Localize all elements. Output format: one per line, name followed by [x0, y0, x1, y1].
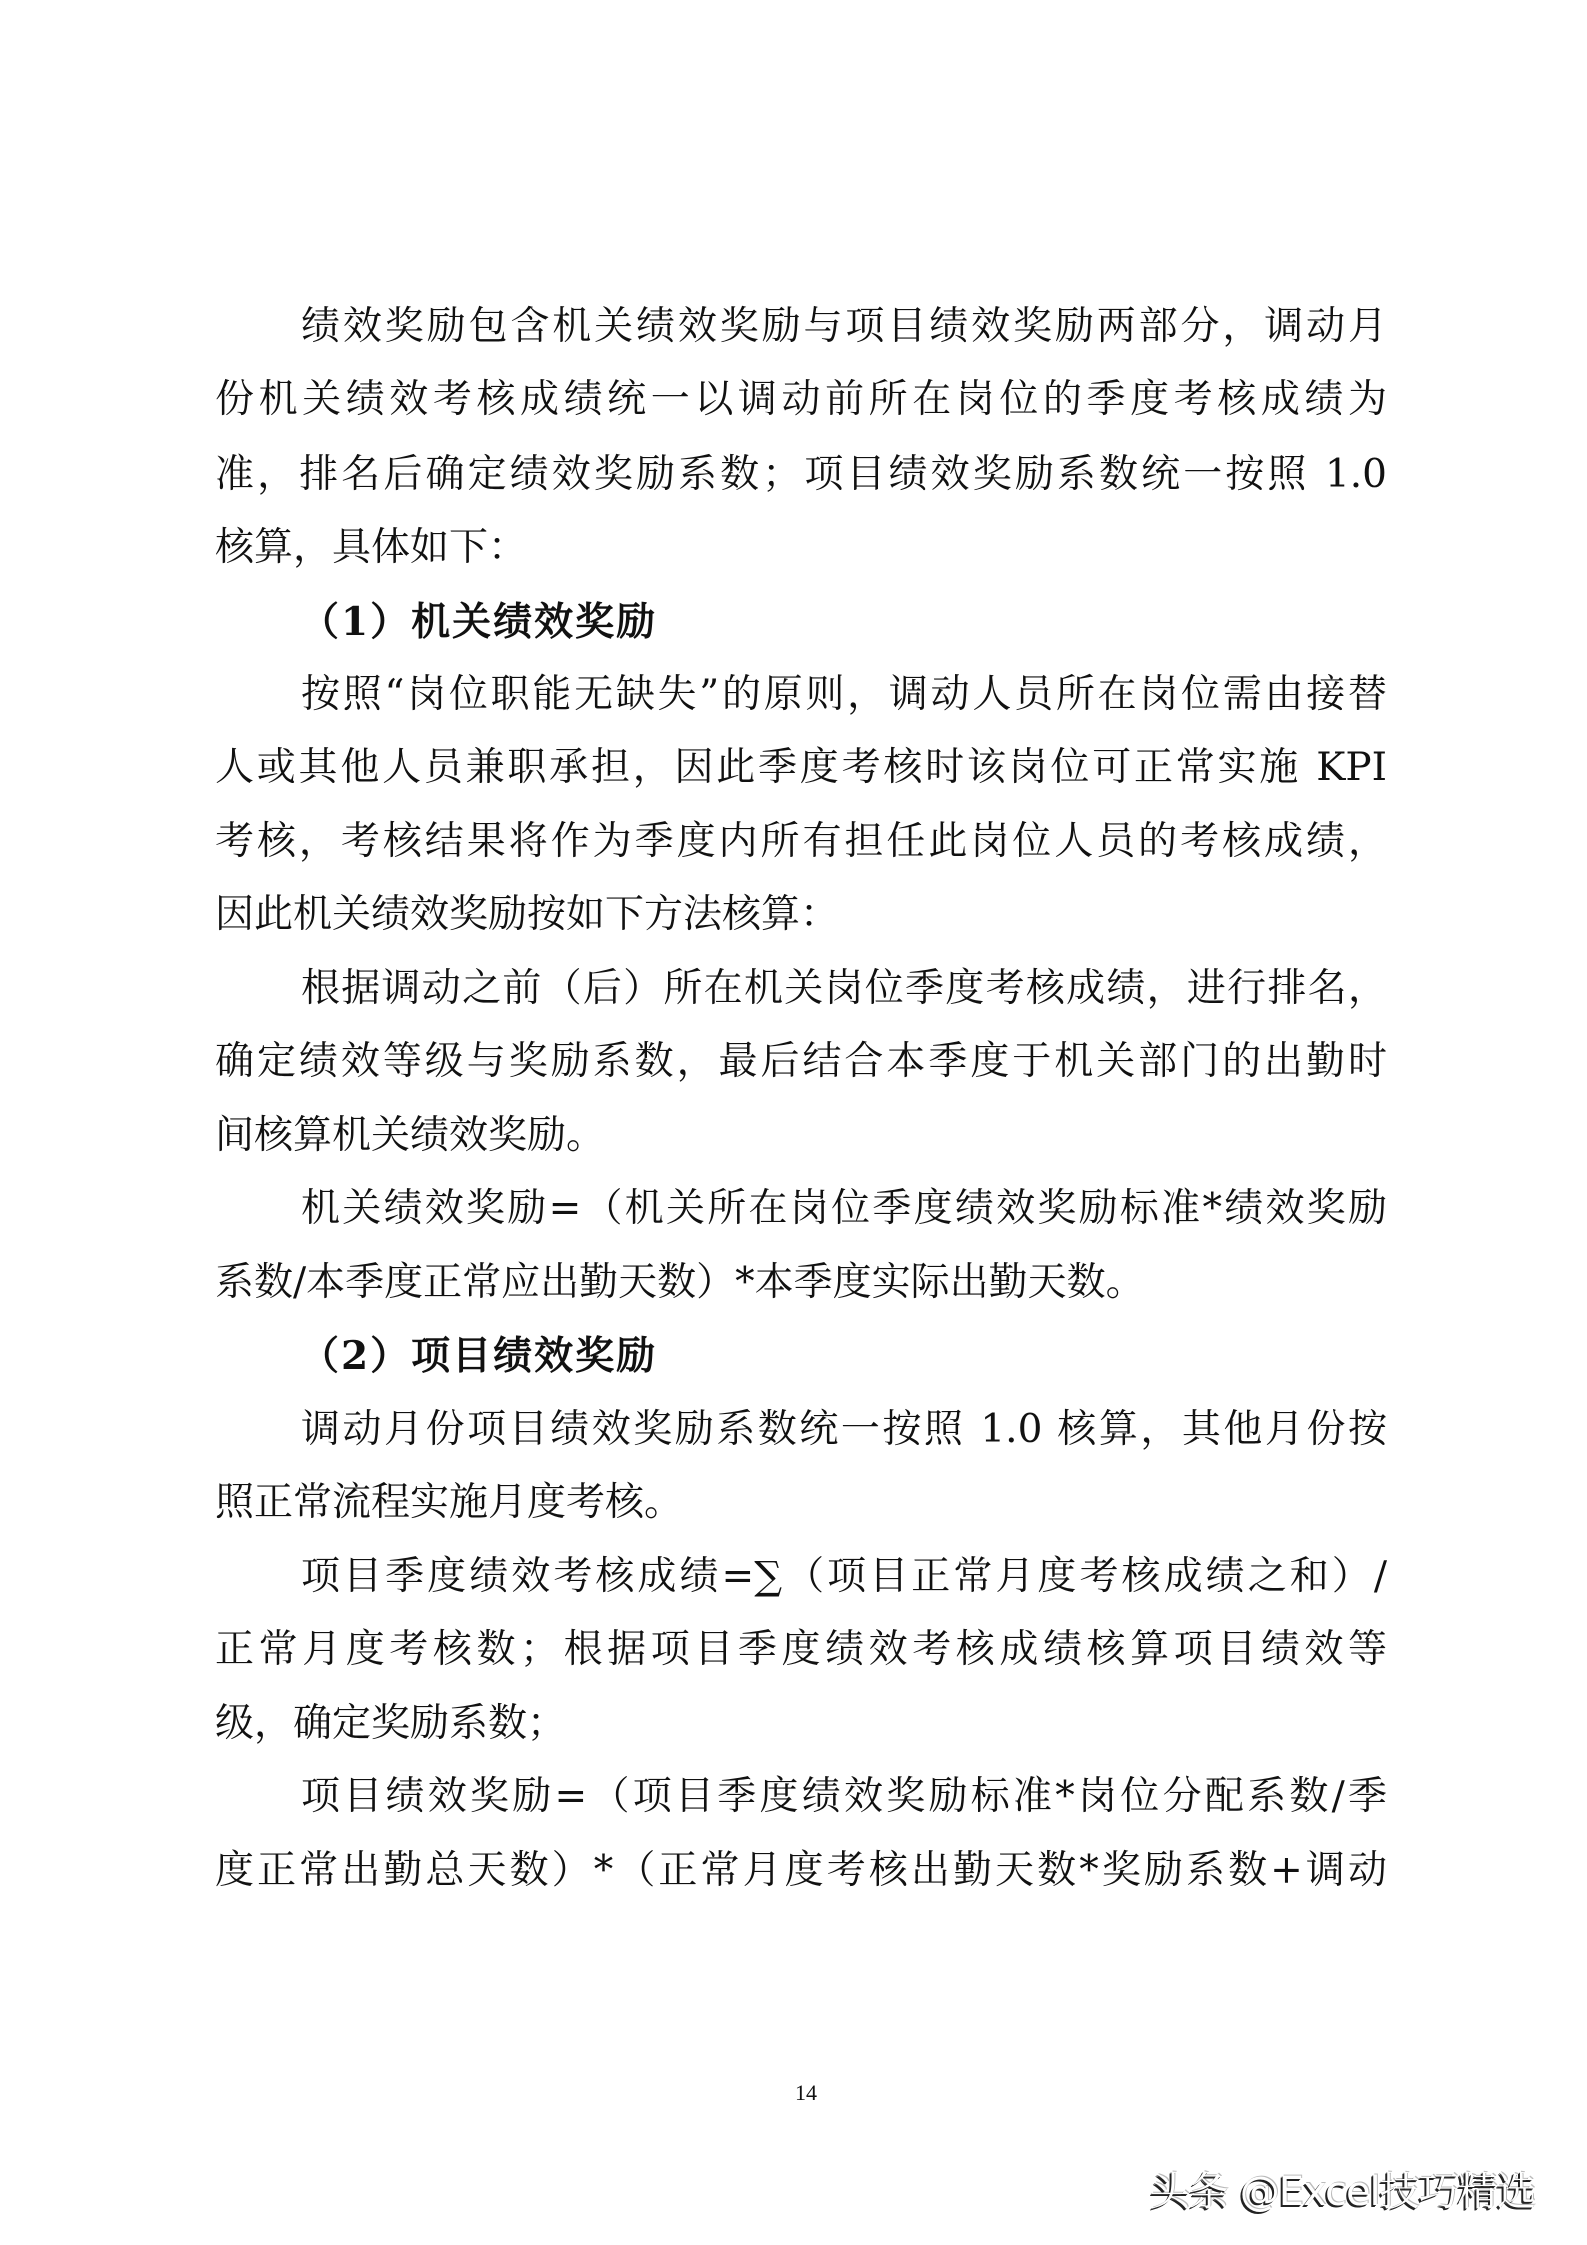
paragraph-project-line-2: 照正常流程实施月度考核。	[215, 1480, 684, 1525]
paragraph-principle-line-3: 考核，考核结果将作为季度内所有担任此岗位人员的考核成绩，	[215, 819, 1387, 864]
formula-office-bonus-line-2: 系数/本季度正常应出勤天数）*本季度实际出勤天数。	[215, 1260, 1145, 1305]
paragraph-principle-line-2: 人或其他人员兼职承担，因此季度考核时该岗位可正常实施 KPI	[215, 745, 1387, 790]
watermark-text: 头条 @Excel技巧精选	[1150, 2169, 1536, 2215]
formula-office-bonus-line-1: 机关绩效奖励=（机关所在岗位季度绩效奖励标准*绩效奖励	[301, 1186, 1387, 1231]
page-number: 14	[795, 2080, 817, 2105]
paragraph-principle-line-4: 因此机关绩效奖励按如下方法核算：	[215, 892, 840, 937]
formula-project-bonus-line-1: 项目绩效奖励=（项目季度绩效奖励标准*岗位分配系数/季	[301, 1774, 1387, 1819]
paragraph-project-line-1: 调动月份项目绩效奖励系数统一按照 1.0 核算，其他月份按	[301, 1407, 1387, 1452]
paragraph-principle-line-1: 按照“岗位职能无缺失”的原则，调动人员所在岗位需由接替	[301, 672, 1387, 717]
paragraph-intro-line-2: 份机关绩效考核成绩统一以调动前所在岗位的季度考核成绩为	[215, 377, 1387, 422]
paragraph-ranking-line-3: 间核算机关绩效奖励。	[215, 1113, 606, 1158]
section-heading-1: （1）机关绩效奖励	[300, 599, 658, 645]
formula-project-score-line-2: 正常月度考核数；根据项目季度绩效考核成绩核算项目绩效等	[215, 1627, 1387, 1672]
paragraph-intro-line-3: 准，排名后确定绩效奖励系数；项目绩效奖励系数统一按照 1.0	[215, 452, 1387, 497]
paragraph-intro-line-4: 核算，具体如下：	[215, 525, 528, 570]
formula-project-score-line-1: 项目季度绩效考核成绩=∑（项目正常月度考核成绩之和）/	[301, 1554, 1387, 1599]
paragraph-ranking-line-2: 确定绩效等级与奖励系数，最后结合本季度于机关部门的出勤时	[215, 1039, 1387, 1084]
formula-project-bonus-line-2: 度正常出勤总天数）*（正常月度考核出勤天数*奖励系数+调动	[215, 1848, 1387, 1893]
paragraph-ranking-line-1: 根据调动之前（后）所在机关岗位季度考核成绩，进行排名，	[301, 966, 1387, 1011]
paragraph-intro-line-1: 绩效奖励包含机关绩效奖励与项目绩效奖励两部分，调动月	[301, 304, 1387, 349]
section-heading-2: （2）项目绩效奖励	[300, 1333, 658, 1379]
formula-project-score-line-3: 级，确定奖励系数；	[215, 1701, 567, 1746]
